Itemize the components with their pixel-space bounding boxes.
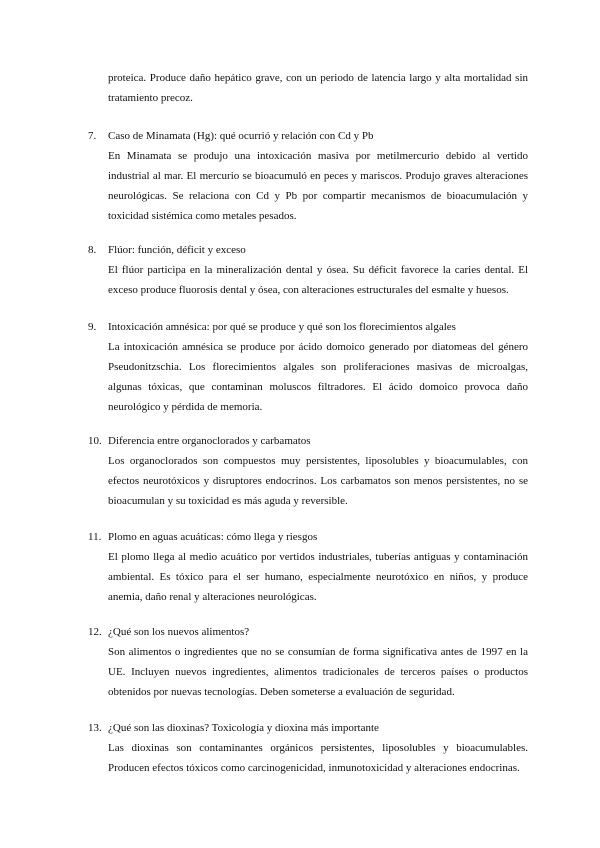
item-heading	[88, 240, 528, 260]
item-body: El flúor participa en la mineralización dental y ósea. Su déficit favorece la caries dental. El exceso produce fluorosis dental y ósea, con alteraciones estructurales del esmalte y huesos.	[108, 264, 528, 296]
item-heading	[88, 622, 528, 642]
item-body: Son alimentos o ingredientes que no se consumían de forma significativa antes de 1997 en la UE. Incluyen nuevos ingredientes, alimentos tradicionales de terceros países o productos obtenidos por nuevas tecnologías. Deben someterse a evaluación de seguridad.	[108, 646, 528, 698]
item-title: ¿Qué son los nuevos alimentos?	[108, 626, 250, 638]
item-number: 7.	[88, 130, 97, 142]
item-number: 10.	[88, 435, 102, 447]
continuation-paragraph: proteica. Produce daño hepático grave, con un periodo de latencia largo y alta mortalidad sin tratamiento precoz.	[108, 72, 528, 104]
item-body: Las dioxinas son contaminantes orgánicos persistentes, liposolubles y bioacumulables. Producen efectos tóxicos como carcinogenicidad, inmunotoxicidad y alteraciones endocrinas.	[108, 742, 528, 774]
list-item	[88, 126, 528, 226]
item-heading	[88, 527, 528, 547]
item-title: ¿Qué son las dioxinas? Toxicología y dioxina más importante	[108, 722, 379, 734]
item-title: Intoxicación amnésica: por qué se produce y qué son los florecimientos algales	[108, 321, 456, 333]
item-body: En Minamata se produjo una intoxicación masiva por metilmercurio debido al vertido industrial al mar. El mercurio se bioacumuló en peces y mariscos. Produjo graves alteraciones neurológicas. Se relaciona con Cd y Pb por compartir mecanismos de bioacumulación y toxicidad sistémica como metales pesados.	[108, 150, 528, 222]
item-body: El plomo llega al medio acuático por vertidos industriales, tuberías antiguas y contaminación ambiental. Es tóxico para el ser humano, especialmente neurotóxico en niños, y produce anemia, daño renal y alteraciones neurológicas.	[108, 551, 528, 603]
list-item	[88, 317, 528, 417]
item-body: Los organoclorados son compuestos muy persistentes, liposolubles y bioacumulables, con efectos neurotóxicos y disruptores endocrinos. Los carbamatos son menos persistentes, no se bioacumulan y su toxicidad es más aguda y reversible.	[108, 455, 528, 507]
item-heading	[88, 317, 528, 337]
list-item	[88, 240, 528, 300]
item-title: Flúor: función, déficit y exceso	[108, 244, 246, 256]
item-heading	[88, 718, 528, 738]
list-item	[88, 431, 528, 511]
item-number: 8.	[88, 244, 97, 256]
list-item	[88, 718, 528, 778]
item-number: 12.	[88, 626, 102, 638]
item-title: Plomo en aguas acuáticas: cómo llega y riesgos	[108, 531, 318, 543]
item-number: 11.	[88, 531, 102, 543]
list-item	[88, 527, 528, 607]
list-item	[88, 622, 528, 702]
item-title: Caso de Minamata (Hg): qué ocurrió y relación con Cd y Pb	[108, 130, 374, 142]
item-number: 9.	[88, 321, 97, 333]
item-title: Diferencia entre organoclorados y carbamatos	[108, 435, 311, 447]
item-heading	[88, 126, 528, 146]
item-heading	[88, 431, 528, 451]
item-number: 13.	[88, 722, 102, 734]
item-body: La intoxicación amnésica se produce por ácido domoico generado por diatomeas del género Pseudonitzschia. Los florecimientos algales son proliferaciones masivas de microalgas, algunas tóxicas, que contaminan moluscos filtradores. El ácido domoico provoca daño neurológico y pérdida de memoria.	[108, 341, 528, 413]
